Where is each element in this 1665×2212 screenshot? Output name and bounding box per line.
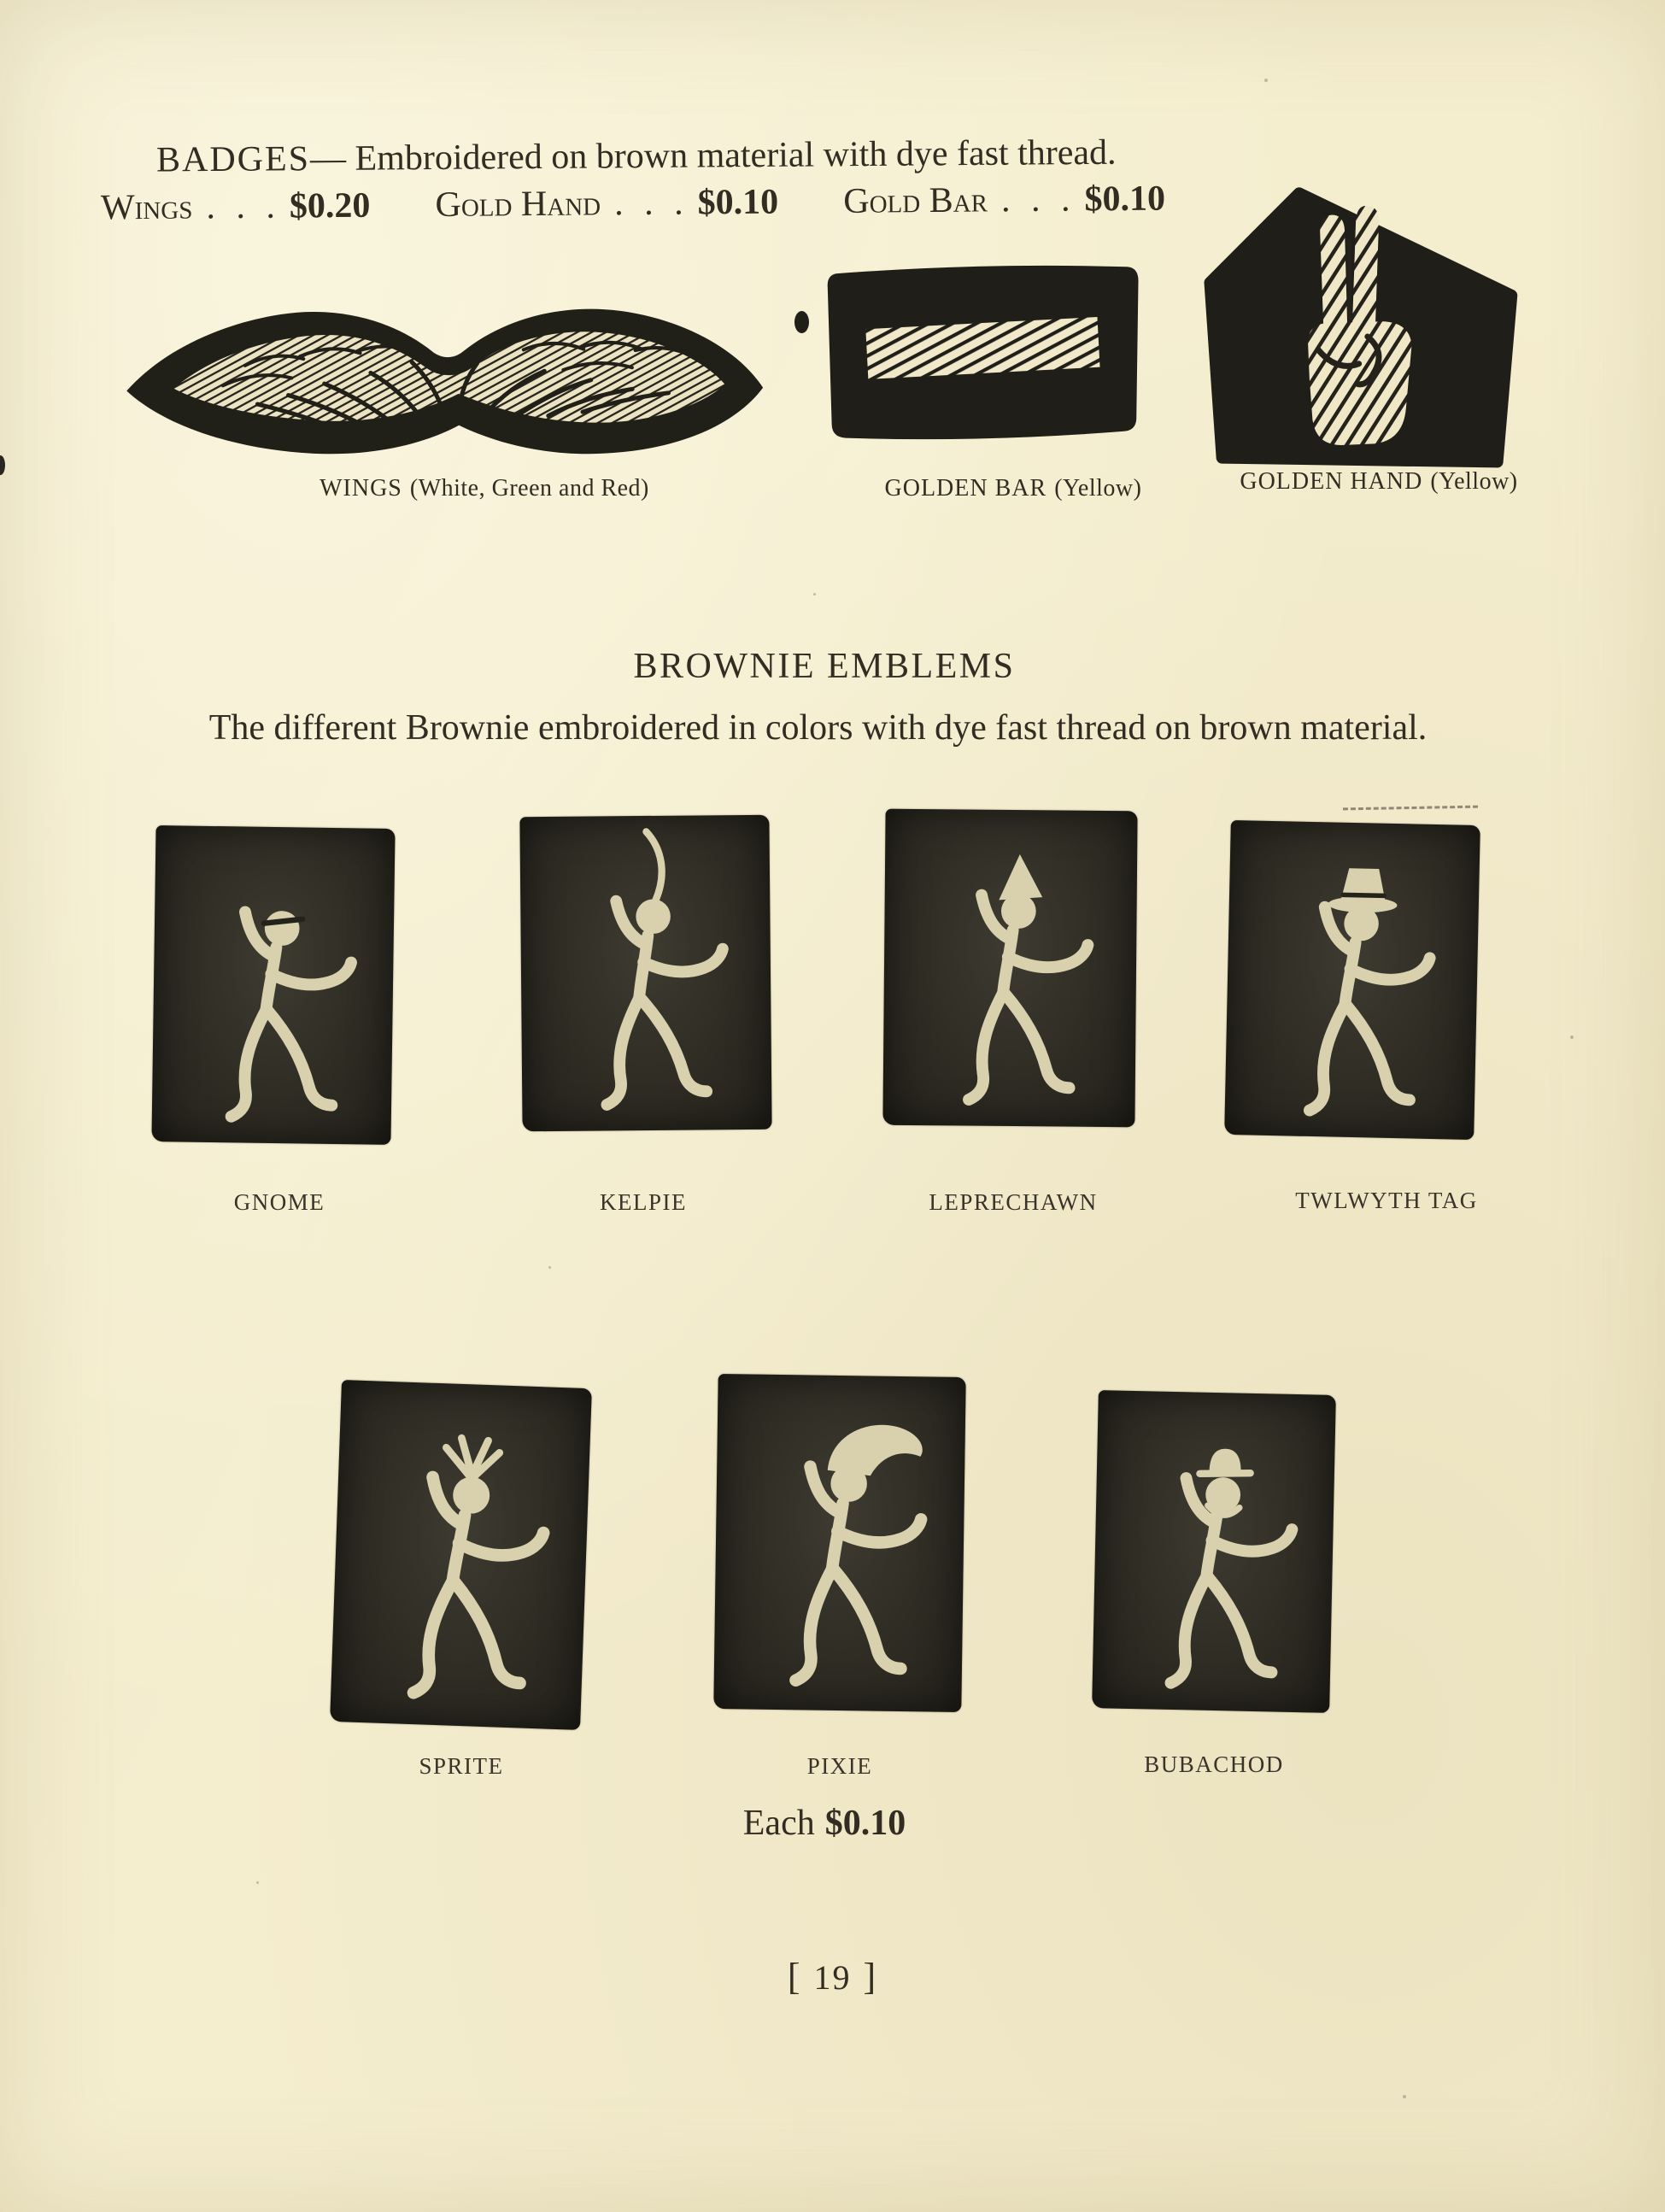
- pixie-figure-image: [713, 1374, 965, 1712]
- golden-hand-caption-detail: (Yellow): [1430, 468, 1518, 495]
- price-note-amount: $0.10: [824, 1804, 906, 1843]
- emblem-price-note: [0, 1803, 1649, 1844]
- patch-label-sprite: SPRITE: [419, 1753, 504, 1779]
- paper-speck: [548, 1266, 551, 1269]
- patch-label-twlwyth-tag: TWLWYTH TAG: [1295, 1188, 1478, 1213]
- dot-leader: . . .: [206, 186, 282, 227]
- golden-bar-caption-detail: (Yellow): [1054, 475, 1142, 502]
- page-number-value: 19: [813, 1958, 852, 1997]
- paper-speck: [1570, 1036, 1574, 1039]
- page-number-left-bracket: [: [787, 1956, 802, 1998]
- price-item-wings-name: Wings: [100, 187, 193, 228]
- price-note-prefix: Each: [742, 1804, 815, 1843]
- golden-bar-badge-image: [817, 256, 1149, 449]
- page-number-right-bracket: ]: [863, 1956, 878, 1998]
- patch-label-bubachod: BUBACHOD: [1144, 1751, 1284, 1777]
- badges-heading-text: — Embroidered on brown material with dye fast thread.: [309, 132, 1117, 179]
- price-item-gold-hand-price: $0.10: [697, 182, 779, 223]
- price-item-gold-bar-name: Gold Bar: [843, 180, 988, 221]
- page-number: [0, 1955, 1665, 1998]
- brownie-emblems-heading: BROWNIE EMBLEMS: [633, 647, 1016, 686]
- badges-heading-word: BADGES: [155, 139, 311, 180]
- wings-badge-caption: [288, 475, 681, 502]
- page-edge-mark: [0, 455, 5, 475]
- patch-pixie: [713, 1374, 965, 1712]
- ink-blob-artifact: [794, 311, 809, 333]
- golden-bar-badge-caption: [817, 475, 1210, 502]
- patch-label-gnome: GNOME: [233, 1189, 325, 1215]
- golden-hand-badge-caption: [1182, 468, 1575, 496]
- dot-leader: . . .: [1000, 179, 1076, 220]
- golden-bar-caption-name: GOLDEN BAR: [884, 475, 1047, 502]
- badges-section-heading: [156, 132, 1117, 181]
- patch-label-kelpie: KELPIE: [600, 1189, 687, 1215]
- price-item-gold-hand: [435, 182, 778, 226]
- leprechawn-figure-image: [882, 809, 1137, 1128]
- bubachod-figure-image: [1092, 1390, 1336, 1713]
- patch-label-pixie: PIXIE: [806, 1753, 873, 1779]
- paper-speck: [1264, 79, 1268, 82]
- patch-gnome: [151, 825, 395, 1145]
- patch-bubachod: [1092, 1390, 1336, 1713]
- wings-badge-image: [117, 277, 772, 470]
- badge-price-list: [101, 179, 1165, 229]
- gnome-figure-image: [151, 825, 395, 1145]
- kelpie-figure-image: [519, 815, 771, 1132]
- twlwyth-tag-figure-image: [1224, 820, 1480, 1140]
- price-item-gold-bar-price: $0.10: [1084, 179, 1166, 220]
- price-item-wings-price: $0.20: [289, 185, 371, 226]
- paper-speck: [1403, 2095, 1406, 2098]
- golden-hand-badge-image: [1193, 180, 1527, 472]
- brownie-emblems-description: The different Brownie embroidered in colors with dye fast thread on brown material.: [208, 708, 1428, 748]
- wings-caption-detail: (White, Green and Red): [409, 475, 649, 502]
- price-item-wings: [101, 185, 371, 229]
- patch-leprechawn: [882, 809, 1137, 1128]
- price-item-gold-hand-name: Gold Hand: [435, 184, 601, 226]
- dot-leader: . . .: [613, 183, 689, 224]
- sprite-figure-image: [330, 1380, 592, 1730]
- patch-label-leprechawn: LEPRECHAWN: [929, 1189, 1098, 1215]
- wings-caption-name: WINGS: [320, 475, 402, 502]
- paper-speck: [813, 593, 816, 596]
- golden-hand-caption-name: GOLDEN HAND: [1240, 468, 1423, 495]
- patch-kelpie: [519, 815, 771, 1132]
- scan-artifact-dashes: [1343, 806, 1478, 811]
- patch-sprite: [330, 1380, 592, 1730]
- paper-speck: [256, 1881, 259, 1884]
- price-item-gold-bar: [843, 179, 1165, 222]
- patch-twlwyth-tag: [1224, 820, 1480, 1140]
